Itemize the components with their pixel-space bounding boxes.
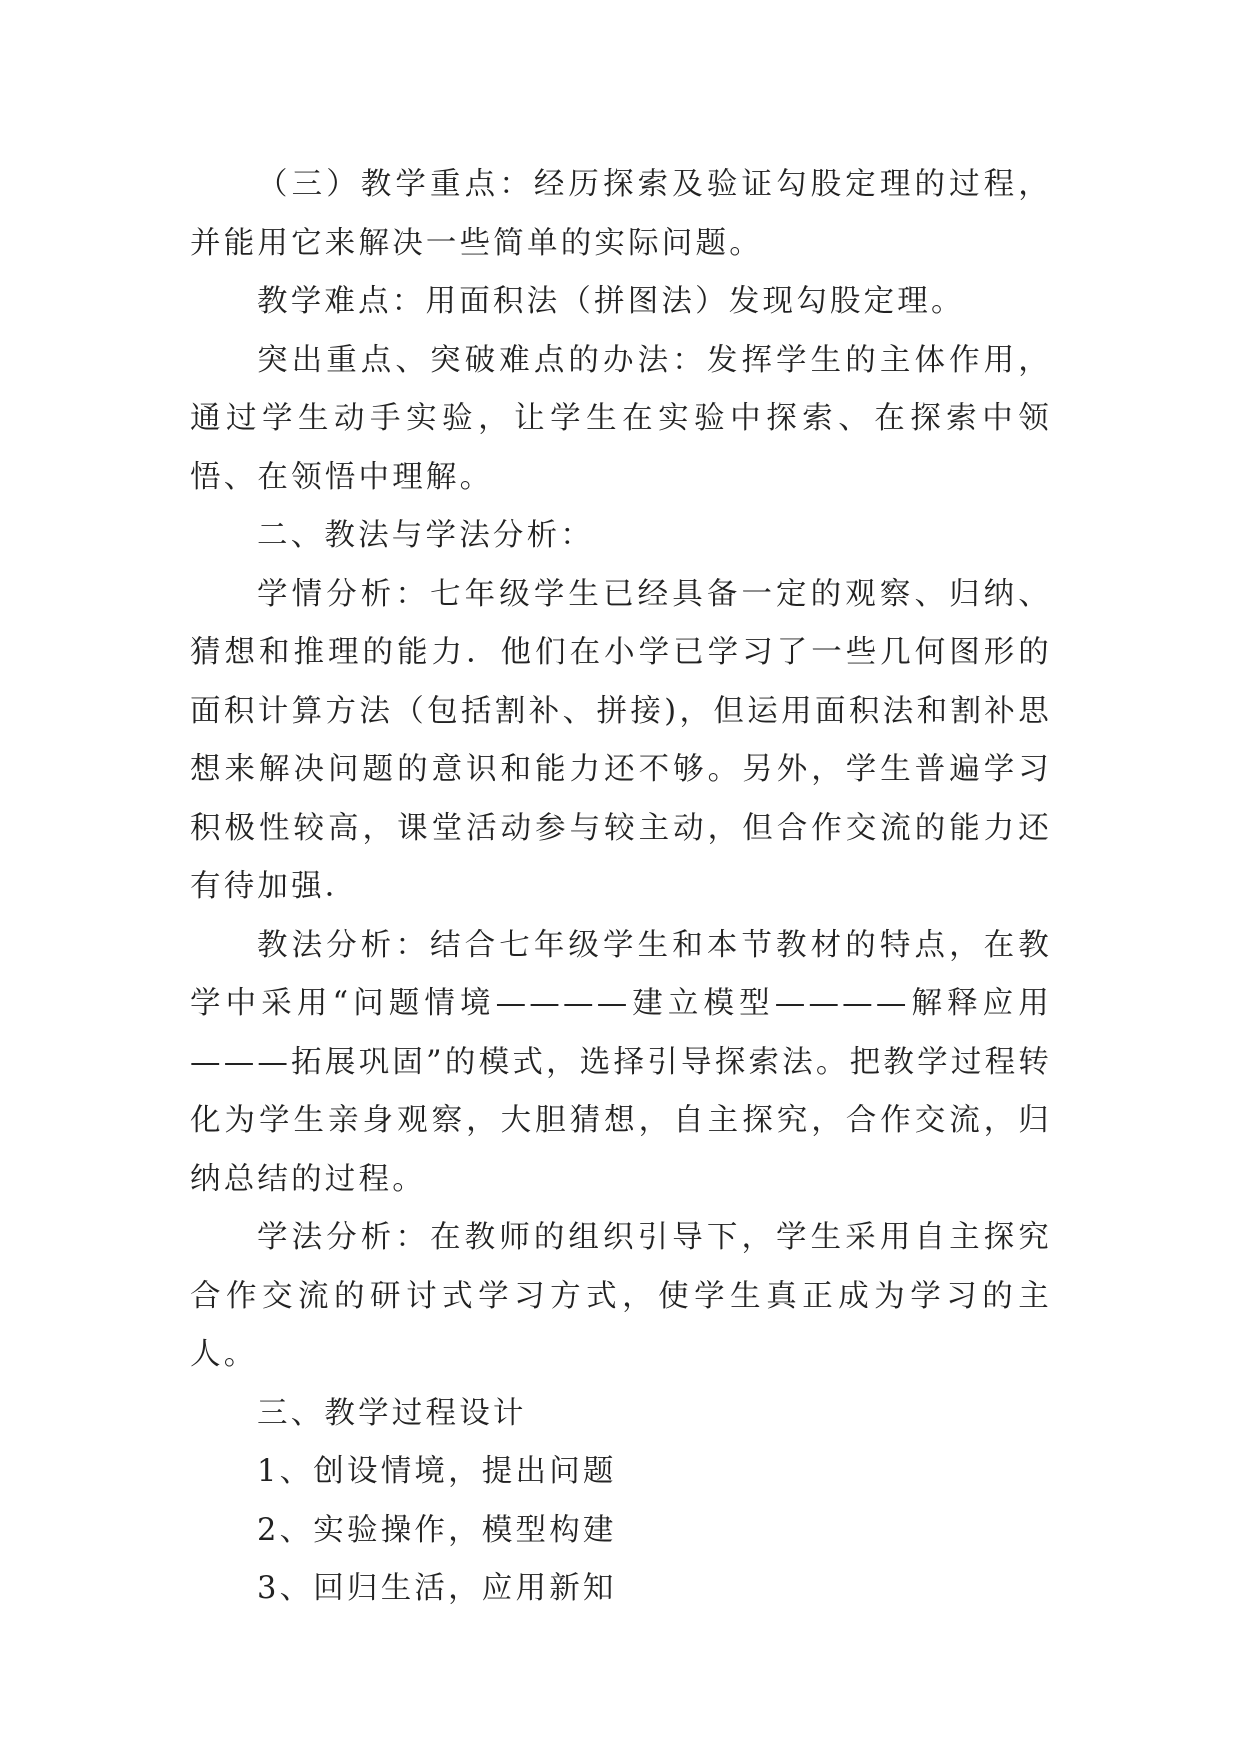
paragraph-teaching-focus: （三）教学重点：经历探索及验证勾股定理的过程，并能用它来解决一些简单的实际问题。 (190, 167, 1052, 261)
paragraph-teaching-method-analysis: 教法分析：结合七年级学生和本节教材的特点，在教学中采用“问题情境————建立模型————解释应用———拓展巩固”的模式，选择引导探索法。把教学过程转化为学生亲身观察，大胆猜想，自主探究，合作交流，归纳总结的过程。 (190, 927, 1052, 1197)
list-item-step-1: 1、创设情境，提出问题 (257, 1454, 617, 1489)
heading-methods-analysis: 二、教法与学法分析： (257, 518, 594, 553)
paragraph-teaching-difficulty: 教学难点：用面积法（拼图法）发现勾股定理。 (257, 284, 965, 319)
heading-process-design: 三、教学过程设计 (257, 1395, 527, 1431)
paragraph-learning-method-analysis: 学法分析：在教师的组织引导下，学生采用自主探究合作交流的研讨式学习方式，使学生真正成为学习的主人。 (190, 1220, 1052, 1372)
list-item-step-3: 3、回归生活，应用新知 (257, 1571, 617, 1606)
paragraph-student-analysis: 学情分析：七年级学生已经具备一定的观察、归纳、猜想和推理的能力．他们在小学已学习了一些几何图形的面积计算方法（包括割补、拼接)，但运用面积法和割补思想来解决问题的意识和能力还不够。另外，学生普遍学习积极性较高，课堂活动参与较主动，但合作交流的能力还有待加强． (190, 576, 1052, 904)
list-item-step-2: 2、实验操作，模型构建 (257, 1512, 617, 1548)
document-body (190, 156, 1052, 1619)
paragraph-methods-for-focus: 突出重点、突破难点的办法：发挥学生的主体作用，通过学生动手实验，让学生在实验中探索、在探索中领悟、在领悟中理解。 (190, 342, 1052, 495)
